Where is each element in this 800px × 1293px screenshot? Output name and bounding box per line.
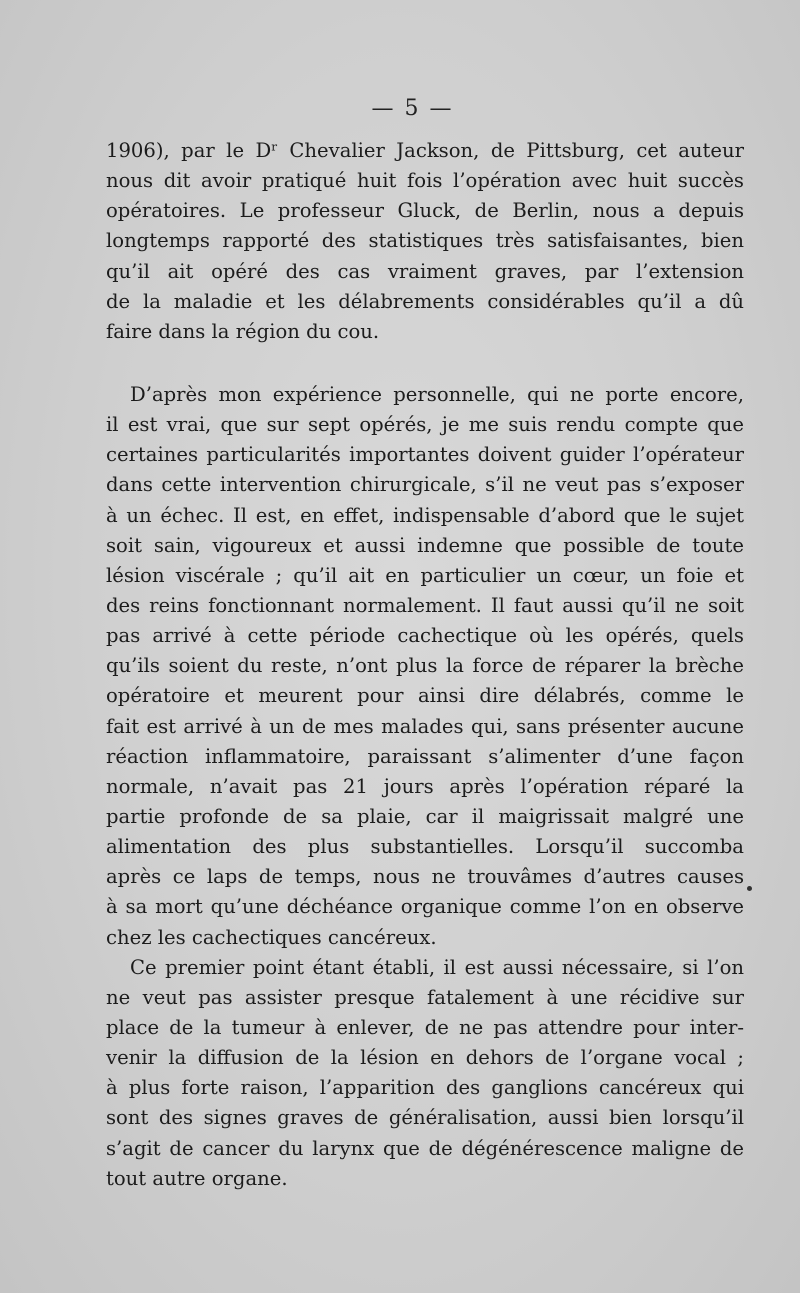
text-line: dans cette intervention chirurgicale, s’il ne veut pas s’exposer <box>106 473 744 497</box>
text-line: après ce laps de temps, nous ne trouvâmes d’autres causes <box>106 865 744 889</box>
text-line: ne veut pas assister presque fatalement à une récidive sur <box>106 985 744 1009</box>
ink-speck <box>747 886 752 891</box>
text-line: il est vrai, que sur sept opérés, je me suis rendu compte que <box>106 413 744 437</box>
text-line: D’après mon expérience personnelle, qui ne porte encore, <box>130 382 744 406</box>
text-line: opératoire et meurent pour ainsi dire délabrés, comme le <box>106 684 744 708</box>
text-line: certaines particularités importantes doivent guider l’opérateur <box>106 443 744 467</box>
paragraph-gap <box>106 347 744 380</box>
text-line: Ce premier point étant établi, il est aussi nécessaire, si l’on <box>130 955 744 979</box>
text-line: venir la diffusion de la lésion en dehors de l’organe vocal ; <box>106 1046 744 1070</box>
text-line: 1906), par le Dʳ Chevalier Jackson, de Pittsburg, cet auteur <box>106 139 744 162</box>
text-line: s’agit de cancer du larynx que de dégénérescence maligne de <box>106 1136 744 1160</box>
text-line: fait est arrivé à un de mes malades qui, sans présenter aucune <box>106 714 744 738</box>
text-line: nous dit avoir pratiqué huit fois l’opération avec huit succès <box>106 169 744 193</box>
body-text <box>106 136 744 1194</box>
text-line: place de la tumeur à enlever, de ne pas attendre pour inter- <box>106 1015 744 1039</box>
text-line: soit sain, vigoureux et aussi indemne que possible de toute <box>106 533 744 557</box>
text-line: tout autre organe. <box>106 1166 288 1190</box>
text-line: des reins fonctionnant normalement. Il faut aussi qu’il ne soit <box>106 593 744 617</box>
text-line: lésion viscérale ; qu’il ait en particulier un cœur, un foie et <box>106 563 744 587</box>
text-line: longtemps rapporté des statistiques très satisfaisantes, bien <box>106 229 744 253</box>
text-line: partie profonde de sa plaie, car il maigrissait malgré une <box>106 804 744 828</box>
paragraph <box>106 380 744 953</box>
text-line: qu’il ait opéré des cas vraiment graves, par l’extension <box>106 259 744 283</box>
text-line: normale, n’avait pas 21 jours après l’opération réparé la <box>106 774 744 798</box>
paragraph <box>106 136 744 347</box>
text-line: à sa mort qu’une déchéance organique comme l’on en observe <box>106 895 744 919</box>
text-line: alimentation des plus substantielles. Lorsqu’il succomba <box>106 835 744 859</box>
text-line: à plus forte raison, l’apparition des ganglions cancéreux qui <box>106 1076 744 1100</box>
text-line: pas arrivé à cette période cachectique où les opérés, quels <box>106 624 744 648</box>
text-line: réaction inflammatoire, paraissant s’alimenter d’une façon <box>106 744 744 768</box>
text-line: qu’ils soient du reste, n’ont plus la force de réparer la brèche <box>106 654 744 678</box>
text-line: de la maladie et les délabrements considérables qu’il a dû <box>106 289 744 313</box>
text-line: chez les cachectiques cancéreux. <box>106 925 437 949</box>
text-line: à un échec. Il est, en effet, indispensable d’abord que le sujet <box>106 503 744 527</box>
text-line: faire dans la région du cou. <box>106 319 380 343</box>
text-line: opératoires. Le professeur Gluck, de Berlin, nous a depuis <box>106 199 744 223</box>
paragraph <box>106 953 744 1194</box>
page-number: — 5 — <box>371 96 454 121</box>
text-line: sont des signes graves de généralisation, aussi bien lorsqu’il <box>106 1106 744 1130</box>
